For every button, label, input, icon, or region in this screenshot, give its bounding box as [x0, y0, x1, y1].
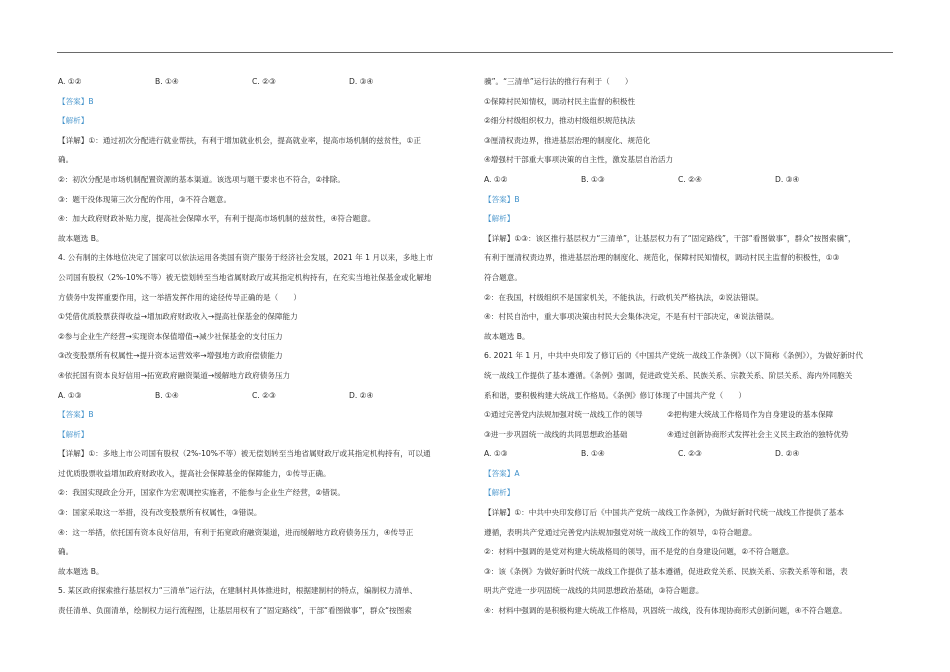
q4-stem-line: 4. 公有制的主体地位决定了国家可以依法运用各类国有资产服务于经济社会发展，2021 年 1 月以来，多地上市: [58, 253, 434, 263]
q3-detail-line: ③：题干没体现第三次分配的作用，③不符合题意。: [58, 194, 232, 204]
q5-option-b: B. ①③: [581, 174, 605, 184]
q5-choice-4: ④增强村干部重大事项决策的自主性，激发基层自治活力: [484, 155, 674, 165]
q4-option-c: C. ②③: [252, 390, 276, 400]
q5-detail-line: 有利于厘清权责边界，推进基层治理的制度化、规范化，保障村民知情权，调动村民主监督的积极性，①③: [484, 253, 840, 263]
q4-detail-line: 【详解】①：多地上市公司国有股权（2%-10%不等）被无偿划转至当地省属财政厅或其指定机构持有，可以通: [58, 449, 431, 459]
q6-detail-line: 遵循，表明共产党通过完善党内法规加强党对统一战线工作的领导，①符合题意。: [484, 527, 757, 537]
q6-choices-row-1: [484, 405, 904, 425]
q6-stem-line: 6. 2021 年 1 月，中共中央印发了修订后的《中国共产党统一战线工作条例》（以下简称《条例》），为做好新时代: [484, 351, 863, 361]
q4-choice-2: ②参与企业生产经营→实现资本保值增值→减少社保基金的支付压力: [58, 331, 283, 341]
q6-choices-row-2: [484, 425, 904, 445]
q6-detail-line: ③：该《条例》为做好新时代统一战线工作提供了基本遵循，促进政党关系、民族关系、宗教关系等和谐，表: [484, 566, 848, 576]
q4-detail-line: ②：我国实现政企分开，国家作为宏观调控实施者，不能参与企业生产经营，②错误。: [58, 488, 345, 498]
q6-stem-line: 系和谐，要积极构建大统战工作格局。《条例》修订体现了中国共产党（ ）: [484, 390, 746, 400]
q6-detail-line: ④：材料中强调的是积极构建大统战工作格局，巩固统一战线，没有体现协商形式创新问题，④不符合题意。: [484, 606, 847, 616]
q5-detail-line: ④：村民自治中，重大事项决策由村民大会集体决定，不是有村干部决定，④说法错误。: [484, 312, 779, 322]
q4-stem-line: 方债务中发挥重要作用，这一举措发挥作用的途径传导正确的是（ ）: [58, 292, 301, 302]
q4-option-a: A. ①③: [58, 390, 82, 400]
q4-choice-3: ③改变股票所有权属性→提升资本运营效率→增强地方政府偿债能力: [58, 351, 283, 361]
q4-stem-line: 公司国有股权（2%-10%不等）被无偿划转至当地省属财政厅或其指定机构持有，在充实当地社保基金或化解地: [58, 272, 432, 282]
q4-choice-1: ①凭借优质股票获得收益→增加政府财政收入→提高社保基金的保障能力: [58, 312, 298, 322]
q6-choice-3: ③进一步巩固统一战线的共同思想政治基础: [484, 429, 628, 439]
q4-detail-line: ④：这一举措，依托国有资本良好信用，有利于拓宽政府融资渠道，进而缓解地方政府债务压力，④传导正: [58, 527, 414, 537]
q5-option-a: A. ①②: [484, 174, 508, 184]
q6-answer: 【答案】A: [484, 468, 520, 478]
q5-conclusion: 故本题选 B。: [484, 331, 530, 341]
q4-option-b: B. ①④: [155, 390, 179, 400]
q6-choice-2: ②把构建大统战工作格局作为自身建设的基本保障: [667, 410, 834, 420]
header-rule: [57, 52, 893, 53]
q4-conclusion: 故本题选 B。: [58, 566, 104, 576]
q3-detail-line: 【详解】①：通过初次分配进行就业帮扶，有利于增加就业机会，提高就业率，提高市场机制的兹贫性，①正: [58, 135, 421, 145]
q5-stem-line: 责任清单、负面清单，绘制权力运行流程图，让基层用权有了“固定路线”，干部“看图做事”，群众“按图索: [58, 606, 412, 616]
q3-option-a: A. ①②: [58, 77, 82, 86]
q3-conclusion: 故本题选 B。: [58, 233, 104, 243]
q5-choice-2: ②细分村级组织权力，推动村级组织规范执法: [484, 116, 636, 126]
q6-analysis-label: 【解析】: [484, 488, 515, 498]
q5-option-d: D. ③④: [775, 174, 800, 184]
q4-answer: 【答案】B: [58, 410, 94, 420]
q6-choice-4: ④通过创新协商形式发挥社会主义民主政治的独特优势: [667, 429, 849, 439]
q6-detail-line: 明共产党进一步巩固统一战线的共同思想政治基础，③符合题意。: [484, 586, 704, 596]
q5-answer: 【答案】B: [484, 194, 520, 204]
q5-choice-1: ①保障村民知情权，调动村民主监督的积极性: [484, 96, 636, 106]
q5-choice-3: ③厘清权责边界，推进基层治理的制度化、规范化: [484, 135, 651, 145]
q3-option-c: C. ②③: [252, 77, 276, 86]
q5-option-c: C. ②④: [678, 174, 702, 184]
q6-option-d: D. ②④: [775, 449, 800, 459]
q4-detail-line: ③：国家采取这一举措，没有改变股票所有权属性，③错误。: [58, 508, 262, 518]
q5-detail-line: 符合题意。: [484, 272, 522, 282]
q5-stem-line: 骥”。“三清单”运行法的推行有利于（ ）: [484, 77, 633, 86]
q3-detail-line: ④：加大政府财政补贴力度，提高社会保障水平，有利于提高市场机制的兹贫性，④符合题意。: [58, 214, 376, 224]
q5-analysis-label: 【解析】: [484, 214, 515, 224]
q6-options: [484, 444, 904, 464]
q3-detail-line: ②：初次分配是市场机制配置资源的基本渠道。该选项与题干要求也不符合，②排除。: [58, 174, 345, 184]
q5-detail-line: ②：在我国，村级组织不是国家机关，不能执法，行政机关严格执法，②说法错误。: [484, 292, 764, 302]
q3-option-b: B. ①④: [155, 77, 179, 86]
q4-detail-line: 过优质股票收益增加政府财政收入，提高社会保障基金的保障能力，①传导正确。: [58, 468, 331, 478]
q6-detail-line: 【详解】①：中共中央印发修订后《中国共产党统一战线工作条例》，为做好新时代统一战线工作提供了基本: [484, 508, 844, 518]
right-column: [484, 72, 904, 621]
q6-choice-1: ①通过完善党内法规加强对统一战线工作的领导: [484, 410, 643, 420]
q3-options: [58, 72, 478, 92]
q4-options: [58, 386, 478, 406]
q3-analysis-label: 【解析】: [58, 116, 89, 126]
q5-options: [484, 170, 904, 190]
q6-option-c: C. ②③: [678, 449, 702, 459]
q5-stem-line: 5. 某区政府探索推行基层权力“三清单”运行法，在建制村具体推进时，根据建制村的特点，编制权力清单、: [58, 586, 418, 596]
q3-detail-line: 确。: [58, 155, 74, 165]
left-column: [58, 72, 478, 621]
q6-option-b: B. ①④: [581, 449, 605, 459]
q6-option-a: A. ①③: [484, 449, 508, 459]
q6-detail-line: ②：材料中强调的是党对构建大统战格局的领导，而不是党的自身建设问题，②不符合题意。: [484, 547, 794, 557]
q4-choice-4: ④依托国有资本良好信用→拓宽政府融资渠道→缓解地方政府债务压力: [58, 370, 291, 380]
q6-stem-line: 统一战线工作提供了基本遵循。《条例》强调，促进政党关系、民族关系、宗教关系、阶层关系、海内外同胞关: [484, 370, 853, 380]
q4-detail-line: 确。: [58, 547, 74, 557]
q4-analysis-label: 【解析】: [58, 429, 89, 439]
q5-detail-line: 【详解】①③：该区推行基层权力“三清单”，让基层权力有了“固定路线”，干部“看图做事”，群众“按图索骥”，: [484, 233, 856, 243]
q3-answer: 【答案】B: [58, 96, 94, 106]
q3-option-d: D. ③④: [349, 77, 374, 86]
q4-option-d: D. ②④: [349, 390, 374, 400]
